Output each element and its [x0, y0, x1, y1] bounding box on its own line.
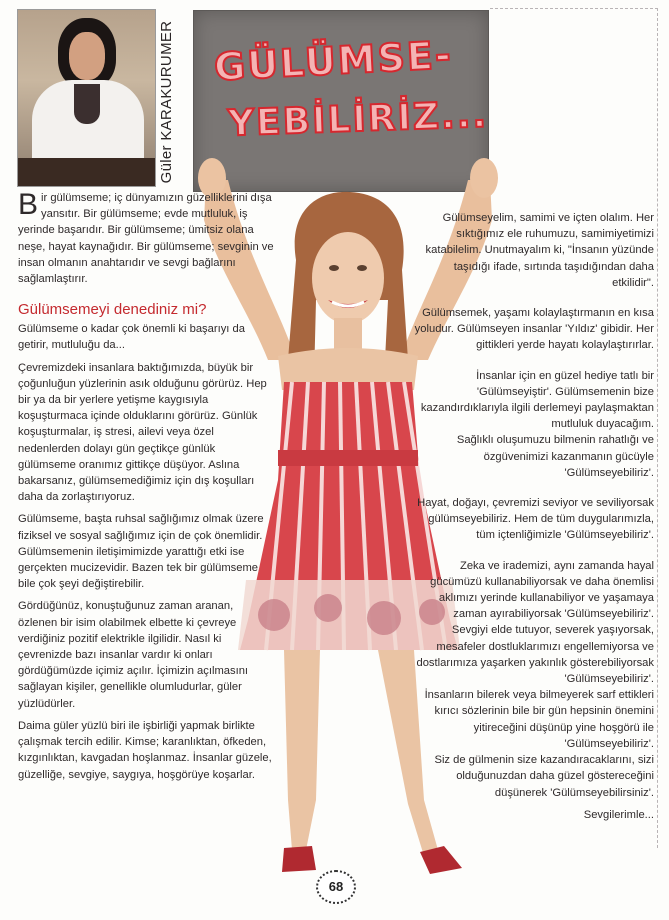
right-paragraph: Gülümseyelim, samimi ve içten olalım. Her sıktığımız ele ruhumuzu, samimiyetimizi katabilelim. Unutmayalım ki, "İnsanın yüzünde taşıdığı ifade, sırtında taşıdığından daha etkilidir".	[425, 212, 654, 289]
right-column	[412, 210, 654, 823]
left-paragraph: Çevremizdeki insanlara baktığımızda, büyük bir çoğunluğun yüzlerinin asık olduğunu görürüz. Hep bir ya da bir yerlere yetişme kaygısıyla koşuşturmaca içinde olduklarını görürüz. Günlük koşuşturmalar, iş stresi, ailevi veya özel nedenlerden dolayı gün geçtikçe günlük gülümseme oranımız gittikçe düşüyor. Aslına bakarsanız, gülümsemediğimiz için dış koşulları daha da zorlaştırıyoruz.	[18, 361, 267, 504]
left-column	[18, 190, 274, 783]
left-paragraph: Daima güler yüzlü biri ile işbirliği yapmak birlikte çalışmak tercih edilir. Kimse; karanlıktan, öfkeden, kızgınlıktan, kavgadan hoşlanmaz. İnsanlar güzele, güzelliğe, sevgiye, saygıya, hoşgörüye koşarlar.	[18, 719, 272, 781]
left-paragraph: Gülümseme, başta ruhsal sağlığımız olmak üzere fiziksel ve sosyal sağlığımız için de çok önemlidir. Gülümsemenin iletişimimizde yarattığı etki ise gerçekten mucizevidir. Bazen tek bir gülümseme bile çok şeyi değiştirebilir.	[18, 513, 264, 591]
dashed-frame-top	[490, 8, 658, 10]
section-heading: Gülümsemeyi denediniz mi?	[18, 301, 207, 319]
right-paragraph: Gülümsemek, yaşamı kolaylaştırmanın en kısa yoludur. Gülümseyen insanlar 'Yıldız' gibidir. Her gittikleri yerde hayatı kolaylaştırırlar.	[414, 307, 654, 352]
sign-off: Sevgilerimle...	[583, 808, 654, 821]
left-paragraph: Gördüğünüz, konuştuğunuz zaman aranan, özlenen bir isim olabilmek elbette ki çevreye verdiğiniz pozitif elektrikle ilgilidir. Nasıl ki çevrenizde bazı insanlar vardır ki onları gördüğümüzde içimiz açılır. İçimizin açılmasını sağlayan kişiler, genellikle olumludurlar, güler yüzlüdürler.	[18, 600, 249, 710]
right-paragraph: Hayat, doğayı, çevremizi seviyor ve seviliyorsak gülümseyebiliriz. Hem de tüm duygularımızla, tüm içtenliğimizle 'Gülümseyebiliriz'.	[417, 497, 654, 542]
dashed-frame-right	[657, 8, 659, 848]
right-paragraph: Zeka ve irademizi, aynı zamanda hayal gücümüzü kullanabiliyorsak ve daha önemlisi aklımızı yerinde kullanabiliyor ve yaşamaya zaman ayırabiliyorsak 'Gülümseyebiliriz'.	[430, 559, 654, 621]
page-number: 68	[316, 870, 356, 904]
title-line-1: GÜLÜMSE-	[213, 32, 454, 90]
title-line-2: YEBİLİRİZ...	[227, 94, 489, 145]
author-photo	[17, 9, 156, 187]
right-paragraph: Siz de gülmenin size kazandıracaklarını, sizi olduğunuzdan daha güzel göstereceğini düşünerek 'Gülümseyebilirsiniz'.	[434, 754, 654, 799]
drop-cap: B	[18, 188, 39, 221]
author-name: Güler KARAKURUMER	[158, 20, 175, 184]
intro-paragraph: Bir gülümseme; iç dünyamızın güzelliklerini dışa yansıtır. Bir gülümseme; evde mutluluk, iş yerinde başarıdır. Bir gülümseme; ümitsiz olana neşe, hayat kaynağıdır. Bir gülümseme; sevginin ve insan olmanın anahtarıdır ve sevgi bağlarını sağlamlaştırır.	[18, 188, 274, 286]
right-paragraph: Sevgiyi elde tutuyor, severek yaşıyorsak, mesafeler dostluklarımızı engellemiyorsa ve dostlarımıza yaşarken yakınlık gösterebiliyorsak 'Gülümseyebiliriz'.	[416, 624, 654, 686]
right-paragraph: İnsanlar için en güzel hediye tatlı bir 'Gülümseyiştir'. Gülümsemenin bize kazandırdıklarıyla ilgili derlemeyi paylaşmaktan mutluluk duyacağım.	[420, 369, 654, 431]
left-paragraph: Gülümseme o kadar çok önemli ki başarıyı da getirir, mutluluğu da...	[18, 323, 245, 352]
right-paragraph: İnsanların bilerek veya bilmeyerek sarf ettikleri kırıcı sözlerinin bile bir gün hepsinin önemini yitireceğini düşünüp yine hoşgörü ile 'Gülümseyebiliriz'.	[424, 689, 654, 750]
right-paragraph: Sağlıklı oluşumuzu bilmenin rahatlığı ve özgüvenimizi kazanmanın gücüyle 'Gülümseyebiliriz'.	[456, 434, 654, 479]
